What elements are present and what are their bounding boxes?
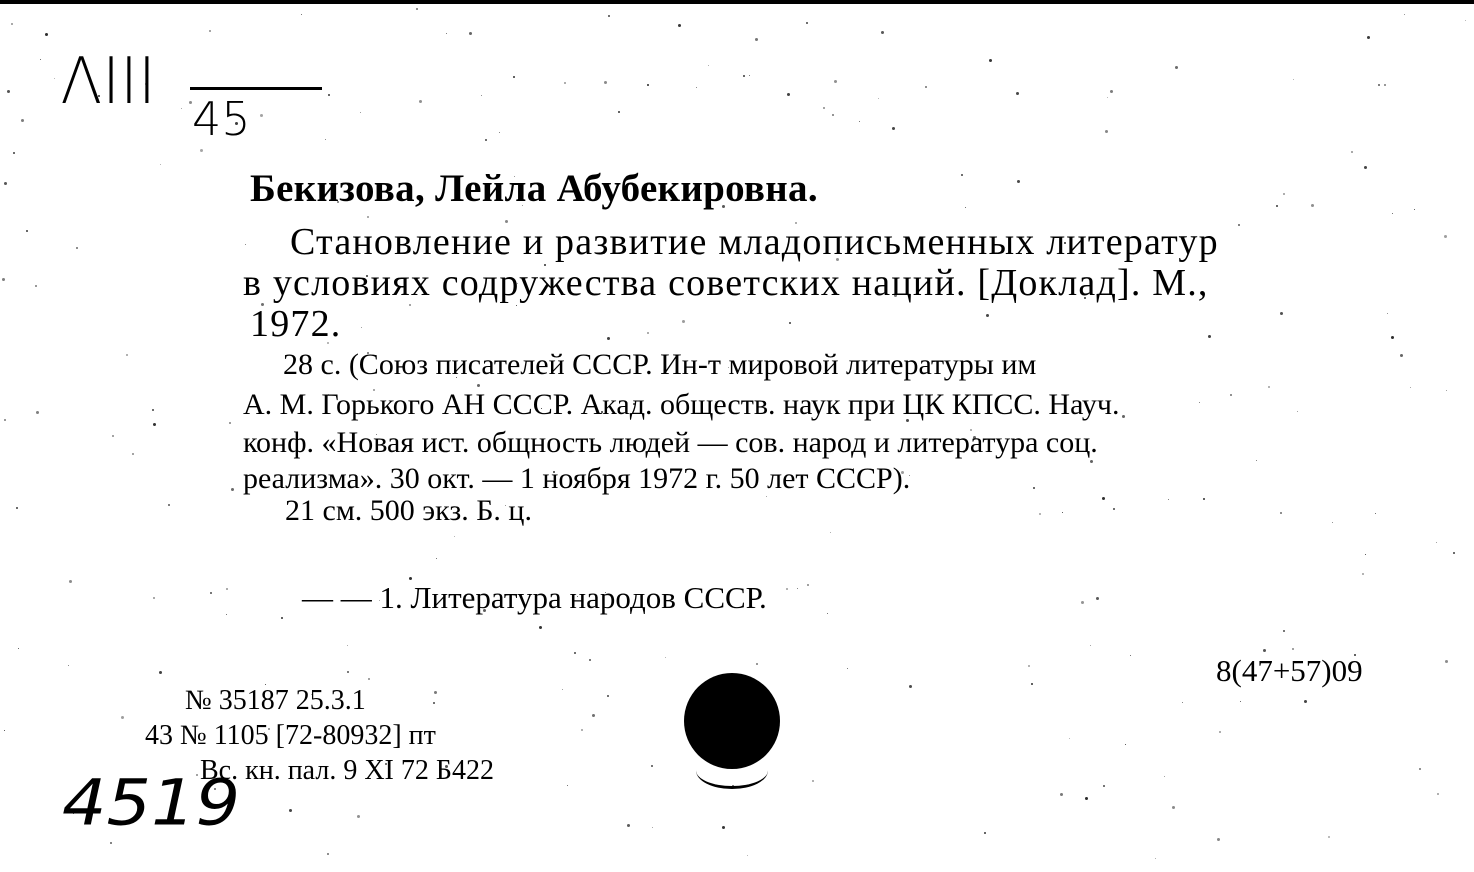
classification-code: 8(47+57)09: [1216, 653, 1363, 688]
speck: [581, 729, 583, 731]
speck: [181, 108, 182, 109]
speck: [469, 32, 472, 35]
speck: [1392, 213, 1393, 214]
speck: [1062, 512, 1063, 513]
speck: [360, 112, 361, 113]
speck: [986, 314, 989, 317]
description-line-1: 28 с. (Союз писателей СССР. Ин-т мировой литературы им: [283, 348, 1037, 381]
speck: [210, 592, 212, 594]
speck: [26, 230, 28, 232]
speck: [743, 75, 745, 77]
speck: [112, 435, 114, 437]
speck: [965, 207, 966, 208]
speck: [347, 671, 349, 673]
speck: [281, 617, 283, 619]
speck: [21, 119, 24, 122]
speck: [562, 689, 563, 690]
speck: [1230, 394, 1232, 396]
speck: [789, 322, 791, 324]
speck: [832, 114, 834, 116]
speck: [786, 588, 788, 590]
speck: [347, 645, 348, 646]
speck: [678, 24, 681, 27]
speck: [419, 100, 422, 103]
speck: [1453, 552, 1455, 554]
speck: [209, 30, 211, 32]
shelfmark-divider: [190, 87, 322, 90]
speck: [647, 332, 649, 334]
speck: [368, 678, 370, 680]
speck: [1367, 36, 1370, 39]
speck: [289, 809, 292, 812]
speck: [4, 419, 6, 421]
speck: [1414, 209, 1415, 210]
speck: [1384, 84, 1386, 86]
speck: [1203, 498, 1205, 500]
speck: [485, 139, 487, 141]
speck: [592, 714, 595, 717]
speck: [1168, 499, 1169, 500]
speck: [881, 31, 884, 34]
speck: [499, 132, 500, 133]
speck: [823, 107, 825, 109]
speck: [830, 532, 831, 533]
speck: [807, 584, 809, 586]
speck: [327, 853, 329, 855]
speck: [1444, 235, 1447, 238]
speck: [647, 84, 649, 86]
speck: [13, 152, 15, 154]
speck: [834, 80, 837, 83]
speck: [1297, 411, 1298, 412]
speck: [1410, 387, 1411, 388]
author-heading: Бекизова, Лейла Абубекировна.: [250, 167, 818, 210]
title-line-2: в условиях содружества советских наций. [Доклад]. М.,: [243, 262, 1209, 304]
speck: [153, 597, 155, 599]
speck: [984, 832, 986, 834]
speck: [1365, 554, 1366, 555]
speck: [1217, 838, 1220, 841]
speck: [925, 86, 927, 88]
accession-line-3: Вс. кн. пал. 9 XI 72 Б422: [200, 755, 494, 786]
speck: [607, 695, 609, 697]
speck: [357, 815, 360, 818]
speck: [604, 81, 607, 84]
punch-hole-arc: [696, 752, 768, 789]
shelfmark-main: ΛIII: [60, 45, 156, 119]
speck: [1445, 660, 1448, 663]
speck: [2, 278, 5, 281]
speck: [1090, 645, 1091, 646]
speck: [1039, 513, 1041, 515]
speck: [1283, 630, 1285, 632]
description-line-4: реализма». 30 окт. — 1 ноября 1972 г. 50 лет СССР).: [243, 462, 911, 495]
speck: [1017, 180, 1020, 183]
speck: [481, 95, 482, 96]
speck: [1419, 768, 1421, 770]
speck: [651, 765, 653, 767]
speck: [589, 659, 591, 661]
speck: [1164, 776, 1165, 777]
speck: [574, 652, 576, 654]
speck: [1280, 512, 1282, 514]
speck: [200, 149, 203, 152]
speck: [1199, 402, 1200, 403]
speck: [229, 422, 231, 424]
speck: [1256, 460, 1257, 461]
speck: [1033, 487, 1035, 489]
speck: [989, 59, 992, 62]
speck: [513, 76, 515, 78]
speck: [1060, 793, 1063, 796]
title-line-3: 1972.: [250, 303, 342, 345]
speck: [152, 409, 154, 411]
speck: [1263, 649, 1266, 652]
speck: [749, 75, 750, 76]
speck: [1436, 542, 1437, 543]
speck: [245, 244, 246, 245]
speck: [618, 111, 620, 113]
speck: [153, 423, 156, 426]
speck: [961, 174, 963, 176]
speck: [454, 536, 455, 537]
inventory-number: 4519: [62, 766, 241, 840]
speck: [1292, 648, 1294, 650]
speck: [1351, 151, 1353, 153]
speck: [1110, 90, 1113, 93]
speck: [446, 33, 447, 34]
speck: [827, 613, 828, 614]
speck: [812, 780, 814, 782]
speck: [797, 588, 798, 589]
speck: [1378, 84, 1380, 86]
speck: [16, 507, 18, 509]
speck: [1130, 655, 1131, 656]
speck: [40, 59, 41, 60]
speck: [433, 702, 435, 704]
speck: [766, 496, 767, 497]
speck: [1465, 20, 1466, 21]
speck: [325, 139, 326, 140]
speck: [132, 453, 134, 455]
shelfmark-sub: 45: [192, 92, 251, 146]
speck: [1362, 573, 1364, 575]
speck: [35, 285, 37, 287]
speck: [1268, 386, 1270, 388]
speck: [564, 82, 566, 84]
speck: [36, 411, 39, 414]
speck: [1391, 336, 1394, 339]
speck: [159, 671, 162, 674]
speck: [1219, 731, 1221, 733]
speck: [806, 22, 808, 24]
speck: [226, 614, 227, 615]
speck: [121, 716, 124, 719]
speck: [1016, 92, 1019, 95]
speck: [416, 8, 418, 10]
speck: [1031, 683, 1033, 685]
speck: [126, 354, 128, 356]
speck: [1081, 601, 1084, 604]
speck: [1113, 508, 1115, 510]
speck: [1107, 97, 1108, 98]
speck: [892, 127, 895, 130]
speck: [652, 827, 653, 828]
speck: [328, 94, 330, 96]
speck: [1304, 700, 1307, 703]
speck: [1280, 312, 1283, 315]
speck: [160, 164, 161, 165]
speck: [436, 558, 437, 559]
speck: [1085, 797, 1088, 800]
speck: [68, 665, 69, 666]
speck: [45, 33, 48, 36]
speck: [477, 384, 480, 387]
speck: [1387, 313, 1388, 314]
speck: [682, 320, 685, 323]
speck: [1096, 597, 1099, 600]
speck: [76, 247, 78, 249]
speck: [847, 668, 848, 669]
speck: [1293, 79, 1294, 80]
speck: [226, 588, 228, 590]
speck: [1364, 166, 1367, 169]
speck: [539, 626, 542, 629]
speck: [4, 730, 5, 731]
speck: [18, 648, 19, 649]
speck: [11, 23, 13, 25]
description-line-3: конф. «Новая ист. общность людей — сов. народ и литература соц.: [243, 426, 1098, 459]
speck: [7, 90, 10, 93]
speck: [1311, 204, 1314, 207]
speck: [1090, 460, 1093, 463]
subject-heading: — — 1. Литература народов СССР.: [302, 580, 767, 615]
speck: [1400, 354, 1403, 357]
speck: [787, 93, 790, 96]
accession-line-2: 43 № 1105 [72-80932] пт: [145, 720, 436, 751]
speck: [110, 842, 112, 844]
speck: [1328, 836, 1330, 838]
speck: [708, 65, 709, 66]
description-line-2: А. М. Горького АН СССР. Акад. обществ. наук при ЦК КПСС. Науч.: [243, 388, 1120, 421]
speck: [1122, 415, 1125, 418]
speck: [361, 327, 362, 328]
speck: [909, 685, 912, 688]
speck: [756, 663, 758, 665]
speck: [1103, 785, 1105, 787]
speck: [168, 504, 170, 506]
speck: [301, 14, 302, 15]
speck: [696, 87, 697, 88]
speck: [4, 182, 7, 185]
speck: [69, 580, 72, 583]
speck: [722, 826, 725, 829]
speck: [1283, 193, 1285, 195]
accession-line-1: № 35187 25.3.1: [185, 685, 366, 716]
title-line-1: Становление и развитие младописьменных литератур: [290, 221, 1219, 263]
speck: [608, 15, 610, 17]
speck: [1375, 513, 1376, 514]
speck: [54, 78, 55, 79]
speck: [1182, 702, 1183, 703]
speck: [1069, 738, 1070, 739]
speck: [1437, 793, 1439, 795]
speck: [859, 121, 860, 122]
speck: [567, 785, 568, 786]
speck: [231, 488, 234, 491]
speck: [755, 38, 758, 41]
speck: [878, 98, 879, 99]
speck: [367, 216, 369, 218]
speck: [1332, 522, 1333, 523]
speck: [1276, 205, 1278, 207]
speck: [1404, 14, 1405, 15]
speck: [665, 657, 666, 658]
speck: [1238, 224, 1240, 226]
speck: [747, 855, 748, 856]
speck: [260, 114, 263, 117]
speck: [607, 337, 610, 340]
speck: [1125, 744, 1126, 745]
speck: [1208, 335, 1211, 338]
speck: [1172, 806, 1175, 809]
speck: [1155, 858, 1156, 859]
description-line-5: 21 см. 500 экз. Б. ц.: [285, 494, 532, 527]
speck: [1240, 701, 1241, 702]
speck: [1105, 130, 1108, 133]
speck: [627, 824, 630, 827]
speck: [434, 691, 437, 694]
speck: [1102, 497, 1105, 500]
speck: [1175, 66, 1178, 69]
speck: [1446, 390, 1447, 391]
speck: [516, 305, 517, 306]
speck: [1028, 665, 1030, 667]
